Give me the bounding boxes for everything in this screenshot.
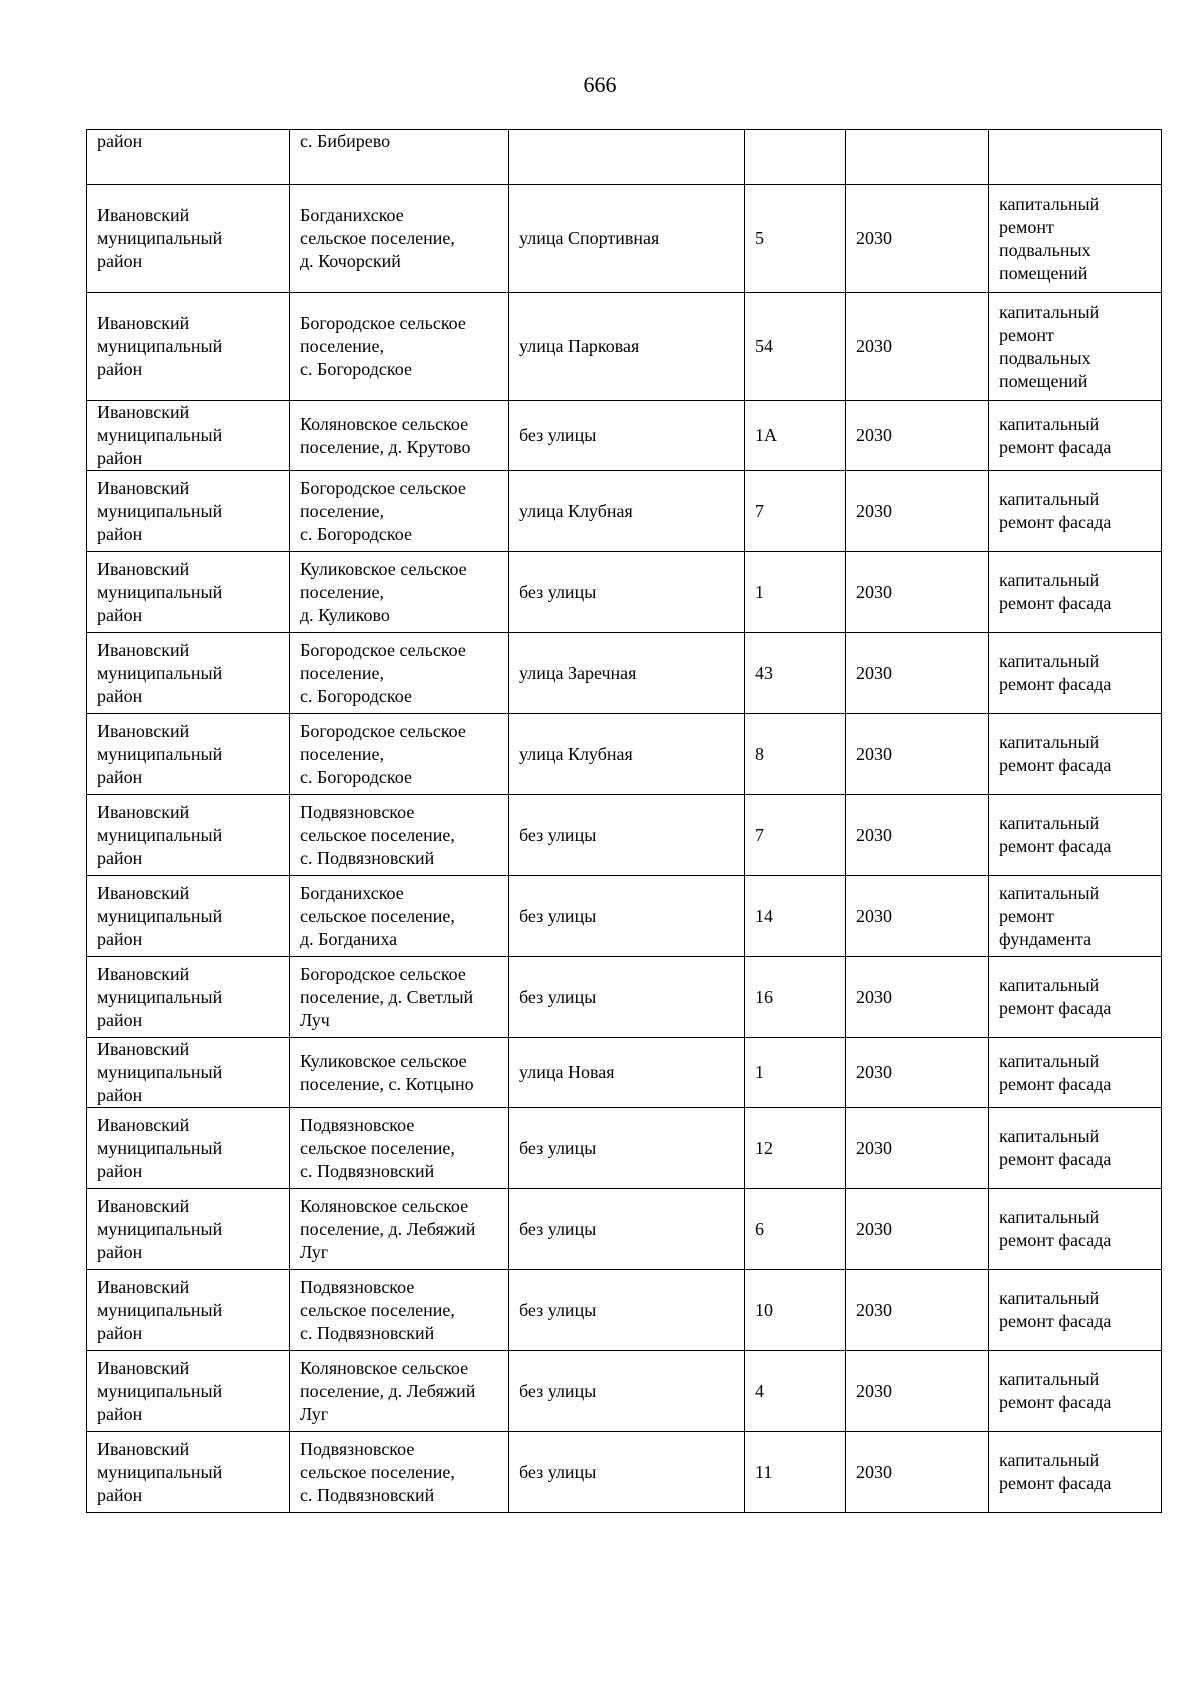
district-cell: Ивановский муниципальный район bbox=[87, 714, 290, 795]
settlement-cell: Коляновское сельское поселение, д. Лебяжий Луг bbox=[290, 1351, 509, 1432]
year-cell: 2030 bbox=[846, 1351, 989, 1432]
street-cell: улица Заречная bbox=[509, 633, 745, 714]
table-row bbox=[87, 401, 1162, 471]
settlement-cell: Подвязновское сельское поселение, с. Подвязновский bbox=[290, 1108, 509, 1189]
settlement-cell: Куликовское сельское поселение, с. Котцыно bbox=[290, 1038, 509, 1108]
district-cell: Ивановский муниципальный район bbox=[87, 1108, 290, 1189]
work-type-cell: капитальный ремонт фасада bbox=[989, 1270, 1162, 1351]
street-cell: без улицы bbox=[509, 957, 745, 1038]
work-type-cell: капитальный ремонт фасада bbox=[989, 957, 1162, 1038]
table-row bbox=[87, 876, 1162, 957]
house-number-cell: 4 bbox=[745, 1351, 846, 1432]
settlement-cell: Коляновское сельское поселение, д. Крутово bbox=[290, 401, 509, 471]
table-row bbox=[87, 1351, 1162, 1432]
work-type-cell: капитальный ремонт фасада bbox=[989, 714, 1162, 795]
year-cell: 2030 bbox=[846, 293, 989, 401]
repair-plan-table bbox=[86, 129, 1162, 1513]
house-number-cell: 11 bbox=[745, 1432, 846, 1513]
district-cell: Ивановский муниципальный район bbox=[87, 1270, 290, 1351]
settlement-cell: Подвязновское сельское поселение, с. Подвязновский bbox=[290, 1432, 509, 1513]
settlement-cell: Богородское сельское поселение, д. Светлый Луч bbox=[290, 957, 509, 1038]
settlement-cell: Куликовское сельское поселение, д. Куликово bbox=[290, 552, 509, 633]
house-number-cell bbox=[745, 130, 846, 185]
year-cell: 2030 bbox=[846, 185, 989, 293]
district-cell: Ивановский муниципальный район bbox=[87, 401, 290, 471]
work-type-cell: капитальный ремонт подвальных помещений bbox=[989, 185, 1162, 293]
work-type-cell: капитальный ремонт фасада bbox=[989, 1351, 1162, 1432]
house-number-cell: 7 bbox=[745, 471, 846, 552]
house-number-cell: 54 bbox=[745, 293, 846, 401]
district-cell: район bbox=[87, 130, 290, 185]
work-type-cell: капитальный ремонт фасада bbox=[989, 552, 1162, 633]
settlement-cell: Богородское сельское поселение, с. Богородское bbox=[290, 293, 509, 401]
table-row bbox=[87, 185, 1162, 293]
district-cell: Ивановский муниципальный район bbox=[87, 876, 290, 957]
street-cell bbox=[509, 130, 745, 185]
year-cell: 2030 bbox=[846, 876, 989, 957]
work-type-cell: капитальный ремонт фасада bbox=[989, 1108, 1162, 1189]
house-number-cell: 7 bbox=[745, 795, 846, 876]
table-row bbox=[87, 1108, 1162, 1189]
table-row bbox=[87, 795, 1162, 876]
work-type-cell: капитальный ремонт фасада bbox=[989, 1432, 1162, 1513]
street-cell: без улицы bbox=[509, 1351, 745, 1432]
page-number: 666 bbox=[583, 72, 617, 97]
work-type-cell: капитальный ремонт фасада bbox=[989, 401, 1162, 471]
street-cell: без улицы bbox=[509, 1270, 745, 1351]
settlement-cell: с. Бибирево bbox=[290, 130, 509, 185]
settlement-cell: Богданихское сельское поселение, д. Богданиха bbox=[290, 876, 509, 957]
year-cell: 2030 bbox=[846, 957, 989, 1038]
street-cell: без улицы bbox=[509, 1189, 745, 1270]
table-row bbox=[87, 714, 1162, 795]
work-type-cell: капитальный ремонт фасада bbox=[989, 471, 1162, 552]
year-cell: 2030 bbox=[846, 1108, 989, 1189]
year-cell: 2030 bbox=[846, 1038, 989, 1108]
work-type-cell: капитальный ремонт фасада bbox=[989, 633, 1162, 714]
street-cell: без улицы bbox=[509, 401, 745, 471]
street-cell: без улицы bbox=[509, 552, 745, 633]
house-number-cell: 6 bbox=[745, 1189, 846, 1270]
district-cell: Ивановский муниципальный район bbox=[87, 1432, 290, 1513]
house-number-cell: 16 bbox=[745, 957, 846, 1038]
table-body bbox=[87, 130, 1162, 1513]
house-number-cell: 8 bbox=[745, 714, 846, 795]
district-cell: Ивановский муниципальный район bbox=[87, 471, 290, 552]
house-number-cell: 1А bbox=[745, 401, 846, 471]
house-number-cell: 43 bbox=[745, 633, 846, 714]
year-cell: 2030 bbox=[846, 1189, 989, 1270]
year-cell: 2030 bbox=[846, 552, 989, 633]
year-cell: 2030 bbox=[846, 1270, 989, 1351]
district-cell: Ивановский муниципальный район bbox=[87, 293, 290, 401]
year-cell: 2030 bbox=[846, 1432, 989, 1513]
district-cell: Ивановский муниципальный район bbox=[87, 185, 290, 293]
district-cell: Ивановский муниципальный район bbox=[87, 795, 290, 876]
table-row bbox=[87, 1038, 1162, 1108]
table-row bbox=[87, 633, 1162, 714]
street-cell: без улицы bbox=[509, 1108, 745, 1189]
work-type-cell: капитальный ремонт фасада bbox=[989, 1189, 1162, 1270]
settlement-cell: Подвязновское сельское поселение, с. Подвязновский bbox=[290, 795, 509, 876]
district-cell: Ивановский муниципальный район bbox=[87, 552, 290, 633]
work-type-cell: капитальный ремонт фундамента bbox=[989, 876, 1162, 957]
year-cell bbox=[846, 130, 989, 185]
table-row bbox=[87, 1432, 1162, 1513]
settlement-cell: Подвязновское сельское поселение, с. Подвязновский bbox=[290, 1270, 509, 1351]
work-type-cell bbox=[989, 130, 1162, 185]
settlement-cell: Богданихское сельское поселение, д. Кочорский bbox=[290, 185, 509, 293]
street-cell: улица Клубная bbox=[509, 714, 745, 795]
table-row bbox=[87, 471, 1162, 552]
settlement-cell: Коляновское сельское поселение, д. Лебяжий Луг bbox=[290, 1189, 509, 1270]
year-cell: 2030 bbox=[846, 633, 989, 714]
work-type-cell: капитальный ремонт фасада bbox=[989, 795, 1162, 876]
street-cell: без улицы bbox=[509, 876, 745, 957]
year-cell: 2030 bbox=[846, 471, 989, 552]
house-number-cell: 1 bbox=[745, 552, 846, 633]
house-number-cell: 14 bbox=[745, 876, 846, 957]
table-row bbox=[87, 1189, 1162, 1270]
year-cell: 2030 bbox=[846, 714, 989, 795]
table-row bbox=[87, 293, 1162, 401]
street-cell: улица Новая bbox=[509, 1038, 745, 1108]
district-cell: Ивановский муниципальный район bbox=[87, 957, 290, 1038]
district-cell: Ивановский муниципальный район bbox=[87, 1189, 290, 1270]
house-number-cell: 10 bbox=[745, 1270, 846, 1351]
street-cell: без улицы bbox=[509, 1432, 745, 1513]
settlement-cell: Богородское сельское поселение, с. Богородское bbox=[290, 633, 509, 714]
house-number-cell: 12 bbox=[745, 1108, 846, 1189]
table-row bbox=[87, 1270, 1162, 1351]
street-cell: улица Спортивная bbox=[509, 185, 745, 293]
year-cell: 2030 bbox=[846, 795, 989, 876]
work-type-cell: капитальный ремонт подвальных помещений bbox=[989, 293, 1162, 401]
district-cell: Ивановский муниципальный район bbox=[87, 633, 290, 714]
year-cell: 2030 bbox=[846, 401, 989, 471]
street-cell: улица Клубная bbox=[509, 471, 745, 552]
settlement-cell: Богородское сельское поселение, с. Богородское bbox=[290, 471, 509, 552]
house-number-cell: 5 bbox=[745, 185, 846, 293]
house-number-cell: 1 bbox=[745, 1038, 846, 1108]
table-row bbox=[87, 957, 1162, 1038]
table-row bbox=[87, 130, 1162, 185]
work-type-cell: капитальный ремонт фасада bbox=[989, 1038, 1162, 1108]
district-cell: Ивановский муниципальный район bbox=[87, 1038, 290, 1108]
settlement-cell: Богородское сельское поселение, с. Богородское bbox=[290, 714, 509, 795]
table-row bbox=[87, 552, 1162, 633]
street-cell: без улицы bbox=[509, 795, 745, 876]
street-cell: улица Парковая bbox=[509, 293, 745, 401]
district-cell: Ивановский муниципальный район bbox=[87, 1351, 290, 1432]
